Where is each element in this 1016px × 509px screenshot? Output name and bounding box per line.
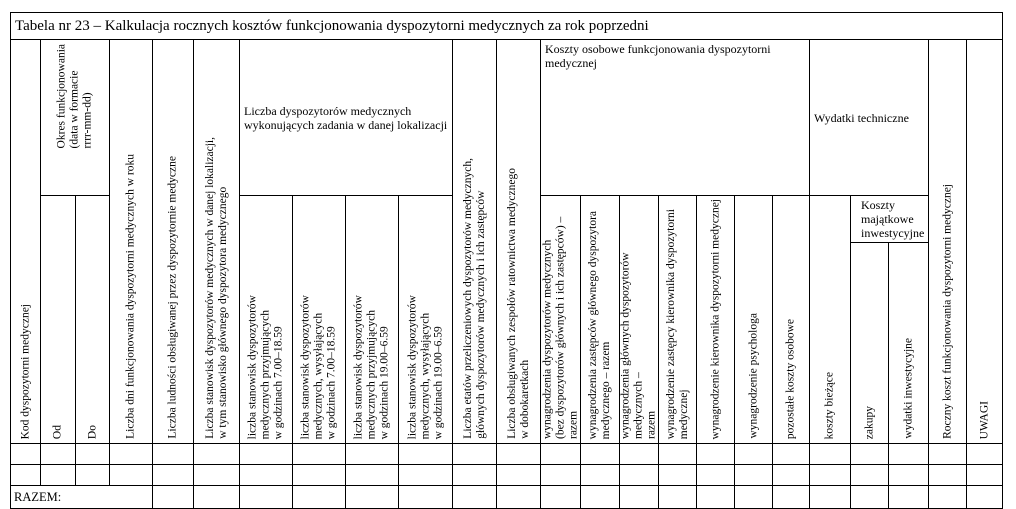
header-dysp-sub-4: liczba stanowisk dyspozytorów medycznych, wysyłających w godzinach 19.00–6.59 xyxy=(399,196,453,444)
razem-row xyxy=(11,486,1003,509)
header-liczba-dni: Liczba dni funkcjonowania dyspozytorni medycznych w roku xyxy=(110,40,153,444)
header-liczba-dyspozytorow: Liczba dyspozytorów medycznych wykonujących zadania w danej lokalizacji xyxy=(240,40,453,196)
header-koszty-osobowe: Koszty osobowe funkcjonowania dyspozytorni medycznej xyxy=(541,40,810,196)
header-ludnosc: Liczba ludności obsługiwanej przez dyspozytornie medyczne xyxy=(153,40,194,444)
table-title: Tabela nr 23 – Kalkulacja rocznych kosztów funkcjonowania dyspozytorni medycznych za rok poprzedni xyxy=(11,13,1003,40)
table-row xyxy=(11,444,1003,465)
header-okres: Okres funkcjonowania (data w formacie rrrr-mm-dd) xyxy=(41,40,110,196)
header-zespoly: Liczba obsługiwanych zespołów ratownictwa medycznego w dobokaretkach xyxy=(497,40,541,444)
header-koszty-sub-5: wynagrodzenie kierownika dyspozytorni medycznej xyxy=(697,196,735,444)
header-od: Od xyxy=(41,196,76,444)
header-wydatki-techniczne: Wydatki techniczne xyxy=(810,40,929,196)
header-dysp-sub-2: liczba stanowisk dyspozytorów medycznych, wysyłających w godzinach 7.00–18.59 xyxy=(293,196,346,444)
header-etaty: Liczba etatów przeliczeniowych dyspozytorów medycznych, głównych dyspozytorów medycznych i ich zastępców xyxy=(453,40,497,444)
header-koszty-biezace: koszty bieżące xyxy=(810,196,851,444)
table-row xyxy=(11,465,1003,486)
header-kod: Kod dyspozytorni medycznej xyxy=(11,40,41,444)
header-koszty-sub-4: wynagrodzenie zastępcy kierownika dyspozytorni medycznej xyxy=(659,196,697,444)
header-roczny-koszt: Roczny koszt funkcjonowania dyspozytorni medycznej xyxy=(929,40,967,444)
header-koszty-sub-1: wynagrodzenia dyspozytorów medycznych (bez dyspozytorów głównych i ich zastępców) – razem xyxy=(541,196,581,444)
header-zakupy: zakupy xyxy=(851,243,889,444)
header-wydatki-inwestycyjne: wydatki inwestycyjne xyxy=(889,243,929,444)
header-koszty-sub-6: wynagrodzenie psychologa xyxy=(735,196,773,444)
header-do: Do xyxy=(76,196,110,444)
header-stanowiska: Liczba stanowisk dyspozytorów medycznych w danej lokalizacji, w tym stanowisko głównego dyspozytora medycznego xyxy=(194,40,240,444)
header-koszty-sub-3: wynagrodzenia głównych dyspozytorów medycznych – razem xyxy=(620,196,659,444)
header-koszty-sub-2: wynagrodzenia zastępców głównego dyspozytora medycznego – razem xyxy=(581,196,620,444)
header-dysp-sub-3: liczba stanowisk dyspozytorów medycznych przyjmujących w godzinach 19.00–6.59 xyxy=(346,196,399,444)
cost-calculation-table xyxy=(10,12,1003,509)
header-koszty-sub-7: pozostałe koszty osobowe xyxy=(773,196,810,444)
header-dysp-sub-1: liczba stanowisk dyspozytorów medycznych przyjmujących w godzinach 7.00–18.59 xyxy=(240,196,293,444)
header-uwagi: UWAGI xyxy=(967,40,1003,444)
razem-label: RAZEM: xyxy=(11,486,153,509)
header-koszty-majatkowe: Koszty majątkowe inwestycyjne xyxy=(851,196,929,243)
